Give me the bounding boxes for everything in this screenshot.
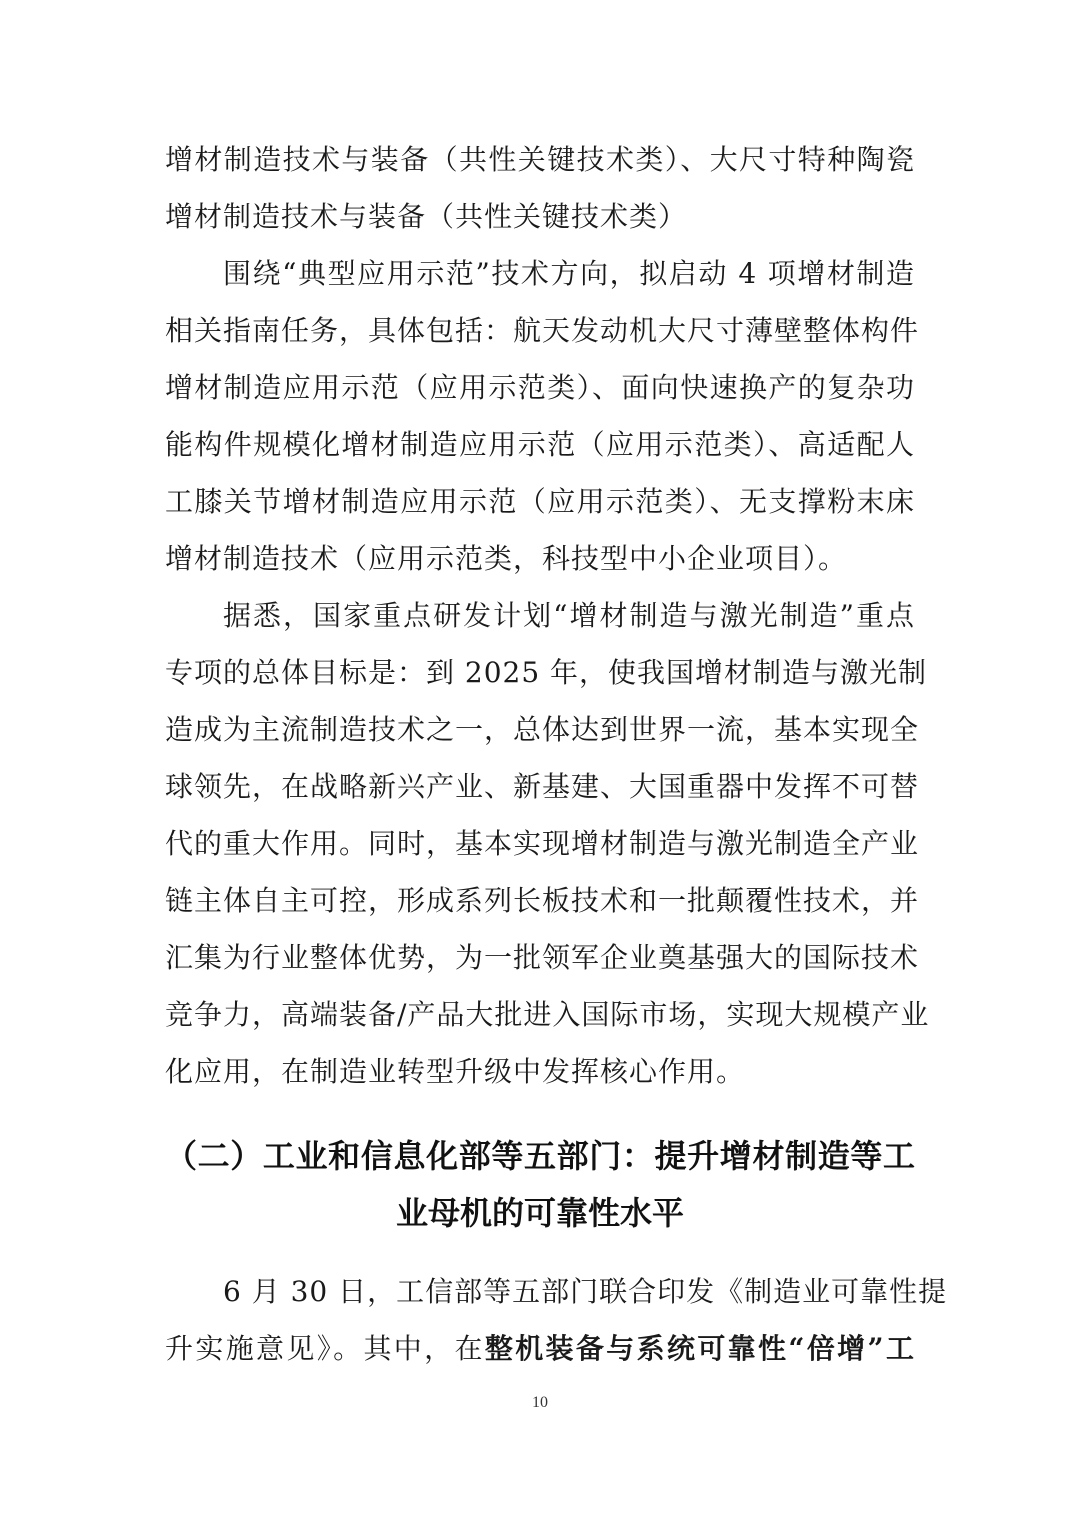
section-heading: 业母机的可靠性水平: [395, 1194, 684, 1232]
paragraph-line: 造成为主流制造技术之一，总体达到世界一流，基本实现全: [165, 713, 920, 746]
paragraph-line: 竞争力，高端装备/产品大批进入国际市场，实现大规模产业: [165, 998, 930, 1031]
paragraph-line: 球领先，在战略新兴产业、新基建、大国重器中发挥不可替: [165, 770, 920, 803]
paragraph-line: 能构件规模化增材制造应用示范（应用示范类）、高适配人: [165, 428, 915, 461]
paragraph-line: 化应用，在制造业转型升级中发挥核心作用。: [165, 1055, 746, 1088]
bold-emphasis-text: 整机装备与系统可靠性“倍增”工: [484, 1332, 915, 1365]
paragraph-line: 围绕“典型应用示范”技术方向，拟启动 4 项增材制造: [223, 257, 915, 290]
paragraph-line: 增材制造技术与装备（共性关键技术类）、大尺寸特种陶瓷: [165, 143, 915, 176]
paragraph-text: 升实施意见》。其中，在: [165, 1332, 485, 1365]
paragraph-line: 汇集为行业整体优势，为一批领军企业奠基强大的国际技术: [165, 941, 920, 974]
paragraph-line: 代的重大作用。同时，基本实现增材制造与激光制造全产业: [165, 827, 920, 860]
paragraph-line: 6 月 30 日，工信部等五部门联合印发《制造业可靠性提: [223, 1275, 948, 1308]
paragraph-line: 工膝关节增材制造应用示范（应用示范类）、无支撑粉末床: [165, 485, 915, 518]
paragraph-line: 增材制造技术（应用示范类，科技型中小企业项目）。: [165, 542, 848, 575]
paragraph-line: 相关指南任务，具体包括：航天发动机大尺寸薄壁整体构件: [165, 314, 920, 347]
section-heading: （二）工业和信息化部等五部门：提升增材制造等工: [165, 1137, 915, 1175]
paragraph-line: 据悉，国家重点研发计划“增材制造与激光制造”重点: [223, 599, 915, 632]
page-number: 10: [532, 1394, 548, 1411]
paragraph-line: 链主体自主可控，形成系列长板技术和一批颠覆性技术，并: [165, 884, 920, 917]
paragraph-line: 增材制造技术与装备（共性关键技术类）: [165, 200, 688, 233]
paragraph-line: 专项的总体目标是：到 2025 年，使我国增材制造与激光制: [165, 656, 928, 689]
paragraph-line: 增材制造应用示范（应用示范类）、面向快速换产的复杂功: [165, 371, 915, 404]
paragraph-line: [165, 1329, 915, 1369]
